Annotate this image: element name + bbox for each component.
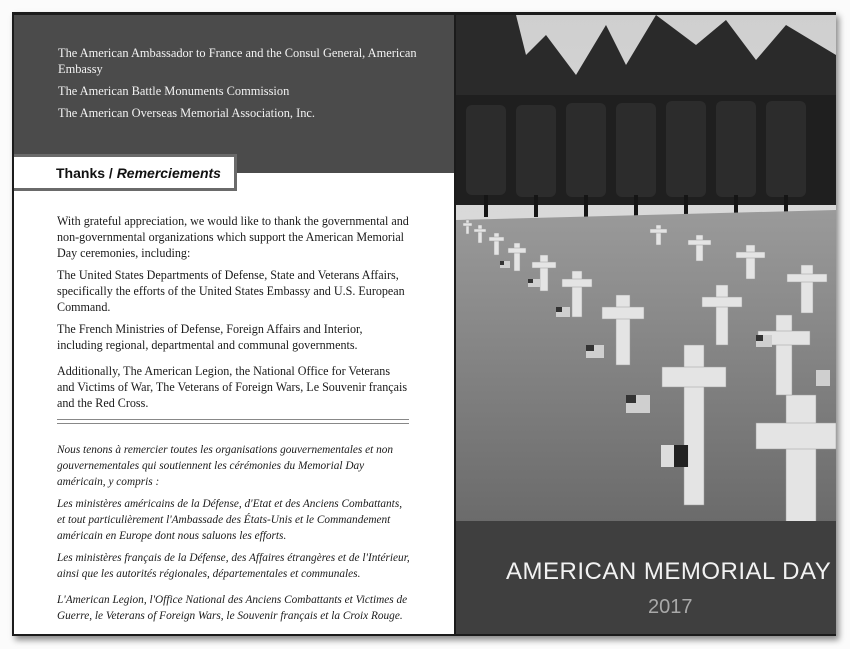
- english-paragraph: The United States Departments of Defense, State and Veterans Affairs, specifically the efforts of the United States Embassy and U.S. European Command.: [57, 268, 405, 314]
- host-abmc: The American Battle Monuments Commission: [58, 84, 290, 98]
- host-aoma: The American Overseas Memorial Association, Inc.: [58, 106, 316, 120]
- cemetery-illustration: [456, 15, 836, 521]
- left-page: [14, 15, 454, 634]
- hosts-list: [58, 45, 448, 127]
- cemetery-photo: [456, 15, 836, 521]
- divider-line: [57, 419, 409, 420]
- english-text: [57, 213, 410, 417]
- thanks-heading-fr: Remerciements: [116, 165, 221, 181]
- host-ambassador: The American Ambassador to France and the Consul General, American Embassy: [58, 46, 417, 76]
- english-paragraph: Additionally, The American Legion, the National Office for Veterans and Victims of War, The Veterans of Foreign Wars, Le Souvenir français and the Red Cross.: [57, 364, 408, 410]
- french-paragraph: Les ministères français de la Défense, des Affaires étrangères et de l'Intérieur, ainsi que les autorités régionales, départementales et communales.: [57, 552, 410, 580]
- divider-line: [57, 423, 409, 424]
- french-paragraph: Les ministères américains de la Défense, d'Etat et des Anciens Combattants, et tout particulièrement l'Ambassade des États-Unis et le Commandement américain en Europe dont nous saluons les efforts.: [57, 498, 403, 542]
- hosts-panel: [14, 15, 454, 173]
- english-paragraph: The French Ministries of Defense, Foreign Affairs and Interior, including regional, departmental and communal governments.: [57, 322, 363, 352]
- cover-banner: [456, 521, 836, 634]
- french-paragraph: Nous tenons à remercier toutes les organisations gouvernementales et non gouvernementales qui soutiennent les cérémonies du Memorial Day américain, y compris :: [57, 444, 394, 488]
- english-paragraph: With grateful appreciation, we would like to thank the governmental and non-governmental organizations which support the American Memorial Day ceremonies, including:: [57, 214, 409, 260]
- thanks-heading: [14, 154, 237, 191]
- cover-title: AMERICAN MEMORIAL DAY: [506, 558, 832, 585]
- french-paragraph: L'American Legion, l'Office National des Anciens Combattants et Victimes de Guerre, le Veterans of Foreign Wars, le Souvenir français et la Croix Rouge.: [57, 594, 408, 622]
- thanks-heading-en: Thanks /: [56, 165, 113, 181]
- cover-page: [456, 15, 836, 634]
- french-text: [57, 442, 410, 630]
- cover-year: 2017: [648, 596, 693, 618]
